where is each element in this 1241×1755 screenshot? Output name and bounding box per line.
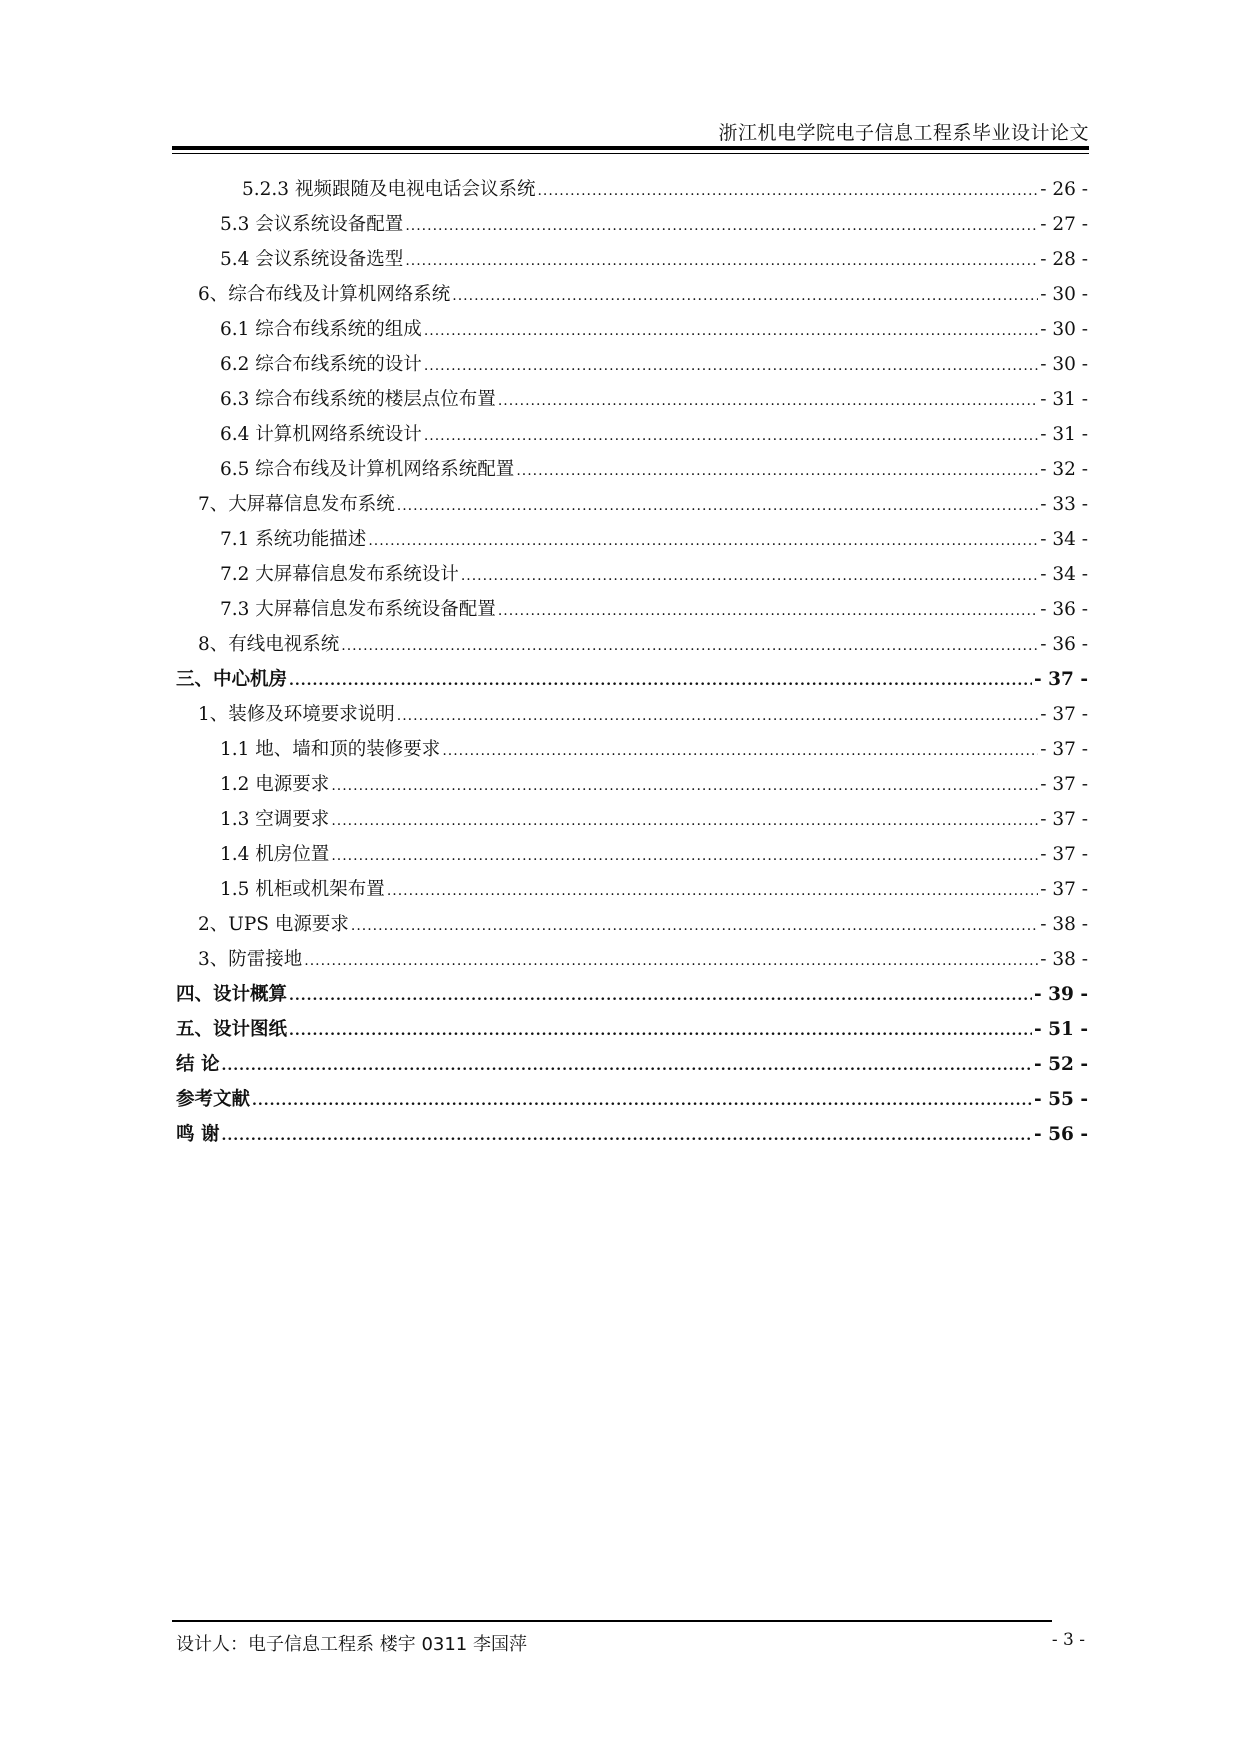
toc-dot-leader [368,533,1038,549]
toc-dot-leader [221,1058,1032,1074]
toc-entry-title: 1.1 地、墙和顶的装修要求 [220,739,441,760]
toc-entry[interactable] [176,945,1088,980]
toc-entry[interactable] [176,420,1088,455]
toc-entry[interactable] [176,385,1088,420]
toc-dot-leader [331,848,1038,864]
toc-entry[interactable] [176,1085,1088,1120]
toc-dot-leader [424,358,1038,374]
toc-entry-page: - 39 - [1034,984,1088,1005]
toc-entry[interactable] [176,245,1088,280]
toc-entry-title: 结 论 [176,1054,220,1075]
toc-entry-page: - 38 - [1040,949,1088,970]
toc-entry[interactable] [176,1120,1088,1155]
toc-entry[interactable] [176,980,1088,1015]
toc-entry[interactable] [176,210,1088,245]
toc-entry-title: 1.2 电源要求 [220,774,330,795]
toc-entry-title: 1、装修及环境要求说明 [198,704,395,725]
toc-dot-leader [461,568,1038,584]
toc-dot-leader [424,428,1038,444]
toc-entry-page: - 36 - [1040,599,1088,620]
toc-entry-page: - 37 - [1040,774,1088,795]
toc-entry[interactable] [176,630,1088,665]
toc-entry-title: 7、大屏幕信息发布系统 [198,494,395,515]
toc-dot-leader [331,813,1038,829]
toc-entry-page: - 55 - [1034,1089,1088,1110]
toc-entry-title: 6、综合布线及计算机网络系统 [198,284,451,305]
page-footer [172,1620,1089,1660]
toc-entry[interactable] [176,840,1088,875]
toc-dot-leader [452,288,1038,304]
toc-entry-page: - 27 - [1040,214,1088,235]
toc-entry-page: - 51 - [1034,1019,1088,1040]
header-title: 浙江机电学院电子信息工程系毕业设计论文 [718,122,1089,144]
toc-entry-page: - 31 - [1040,389,1088,410]
toc-entry[interactable] [176,1050,1088,1085]
toc-entry-title: 6.2 综合布线系统的设计 [220,354,422,375]
toc-entry-title: 5.3 会议系统设备配置 [220,214,404,235]
toc-dot-leader [498,393,1038,409]
toc-entry-title: 1.5 机柜或机架布置 [220,879,385,900]
toc-dot-leader [304,953,1038,969]
footer-page-number: - 3 - [1051,1630,1085,1650]
toc-entry-page: - 33 - [1040,494,1088,515]
toc-dot-leader [405,218,1038,234]
toc-dot-leader [405,253,1038,269]
header-rule-thin [172,153,1089,154]
toc-entry-title: 3、防雷接地 [198,949,303,970]
toc-entry-page: - 56 - [1034,1124,1088,1145]
toc-entry-title: 5.2.3 视频跟随及电视电话会议系统 [242,179,536,200]
toc-entry-title: 7.1 系统功能描述 [220,529,367,550]
toc-entry-page: - 34 - [1040,564,1088,585]
toc-entry[interactable] [176,525,1088,560]
toc-dot-leader [537,183,1038,199]
toc-entry-page: - 52 - [1034,1054,1088,1075]
toc-entry[interactable] [176,910,1088,945]
toc-entry-title: 5.4 会议系统设备选型 [220,249,404,270]
toc-entry-title: 五、设计图纸 [176,1019,288,1040]
toc-dot-leader [289,1023,1032,1039]
toc-entry-title: 2、UPS 电源要求 [198,914,349,935]
toc-entry-page: - 37 - [1040,809,1088,830]
toc-entry-title: 6.3 综合布线系统的楼层点位布置 [220,389,496,410]
toc-dot-leader [397,498,1038,514]
footer-rule [172,1620,1052,1622]
toc-dot-leader [331,778,1038,794]
toc-entry-page: - 32 - [1040,459,1088,480]
toc-dot-leader [341,638,1038,654]
toc-entry-page: - 37 - [1040,704,1088,725]
toc-entry-title: 四、设计概算 [176,984,288,1005]
toc-dot-leader [387,883,1038,899]
toc-dot-leader [289,988,1032,1004]
toc-dot-leader [221,1128,1032,1144]
toc-entry-title: 8、有线电视系统 [198,634,340,655]
toc-dot-leader [252,1093,1032,1109]
toc-entry[interactable] [176,455,1088,490]
toc-entry-title: 6.5 综合布线及计算机网络系统配置 [220,459,515,480]
toc-entry-title: 鸣 谢 [176,1124,220,1145]
toc-entry[interactable] [176,560,1088,595]
toc-dot-leader [498,603,1038,619]
toc-entry[interactable] [176,735,1088,770]
toc-entry-page: - 30 - [1040,284,1088,305]
toc-entry-page: - 37 - [1040,879,1088,900]
toc-dot-leader [442,743,1038,759]
toc-entry-title: 参考文献 [176,1089,251,1110]
toc-entry-page: - 37 - [1034,669,1088,690]
toc-entry-title: 1.3 空调要求 [220,809,330,830]
toc-entry[interactable] [176,490,1088,525]
toc-dot-leader [351,918,1038,934]
toc-entry-page: - 30 - [1040,354,1088,375]
toc-entry-page: - 28 - [1040,249,1088,270]
toc-entry[interactable] [176,875,1088,910]
toc-entry-page: - 37 - [1040,844,1088,865]
page-header [172,118,1089,154]
toc-entry[interactable] [176,770,1088,805]
toc-entry-page: - 38 - [1040,914,1088,935]
toc-entry-page: - 31 - [1040,424,1088,445]
toc-entry[interactable] [176,595,1088,630]
toc-entry-title: 7.3 大屏幕信息发布系统设备配置 [220,599,496,620]
toc-entry-page: - 30 - [1040,319,1088,340]
toc-entry-title: 6.1 综合布线系统的组成 [220,319,422,340]
toc-dot-leader [424,323,1038,339]
toc-dot-leader [516,463,1038,479]
table-of-contents [176,175,1088,1155]
toc-entry[interactable] [176,700,1088,735]
toc-dot-leader [397,708,1038,724]
toc-entry-title: 1.4 机房位置 [220,844,330,865]
toc-entry[interactable] [176,1015,1088,1050]
toc-entry[interactable] [176,280,1088,315]
toc-entry[interactable] [176,350,1088,385]
toc-entry-title: 6.4 计算机网络系统设计 [220,424,422,445]
header-rule-thick [172,146,1089,150]
toc-entry-page: - 36 - [1040,634,1088,655]
footer-designer: 设计人：电子信息工程系 楼宇 0311 李国萍 [176,1634,527,1655]
toc-entry[interactable] [176,665,1088,700]
toc-entry[interactable] [176,175,1088,210]
toc-entry-page: - 37 - [1040,739,1088,760]
toc-entry-page: - 26 - [1040,179,1088,200]
toc-entry-page: - 34 - [1040,529,1088,550]
toc-dot-leader [289,673,1032,689]
toc-entry[interactable] [176,315,1088,350]
toc-entry-title: 三、中心机房 [176,669,288,690]
toc-entry-title: 7.2 大屏幕信息发布系统设计 [220,564,459,585]
toc-entry[interactable] [176,805,1088,840]
